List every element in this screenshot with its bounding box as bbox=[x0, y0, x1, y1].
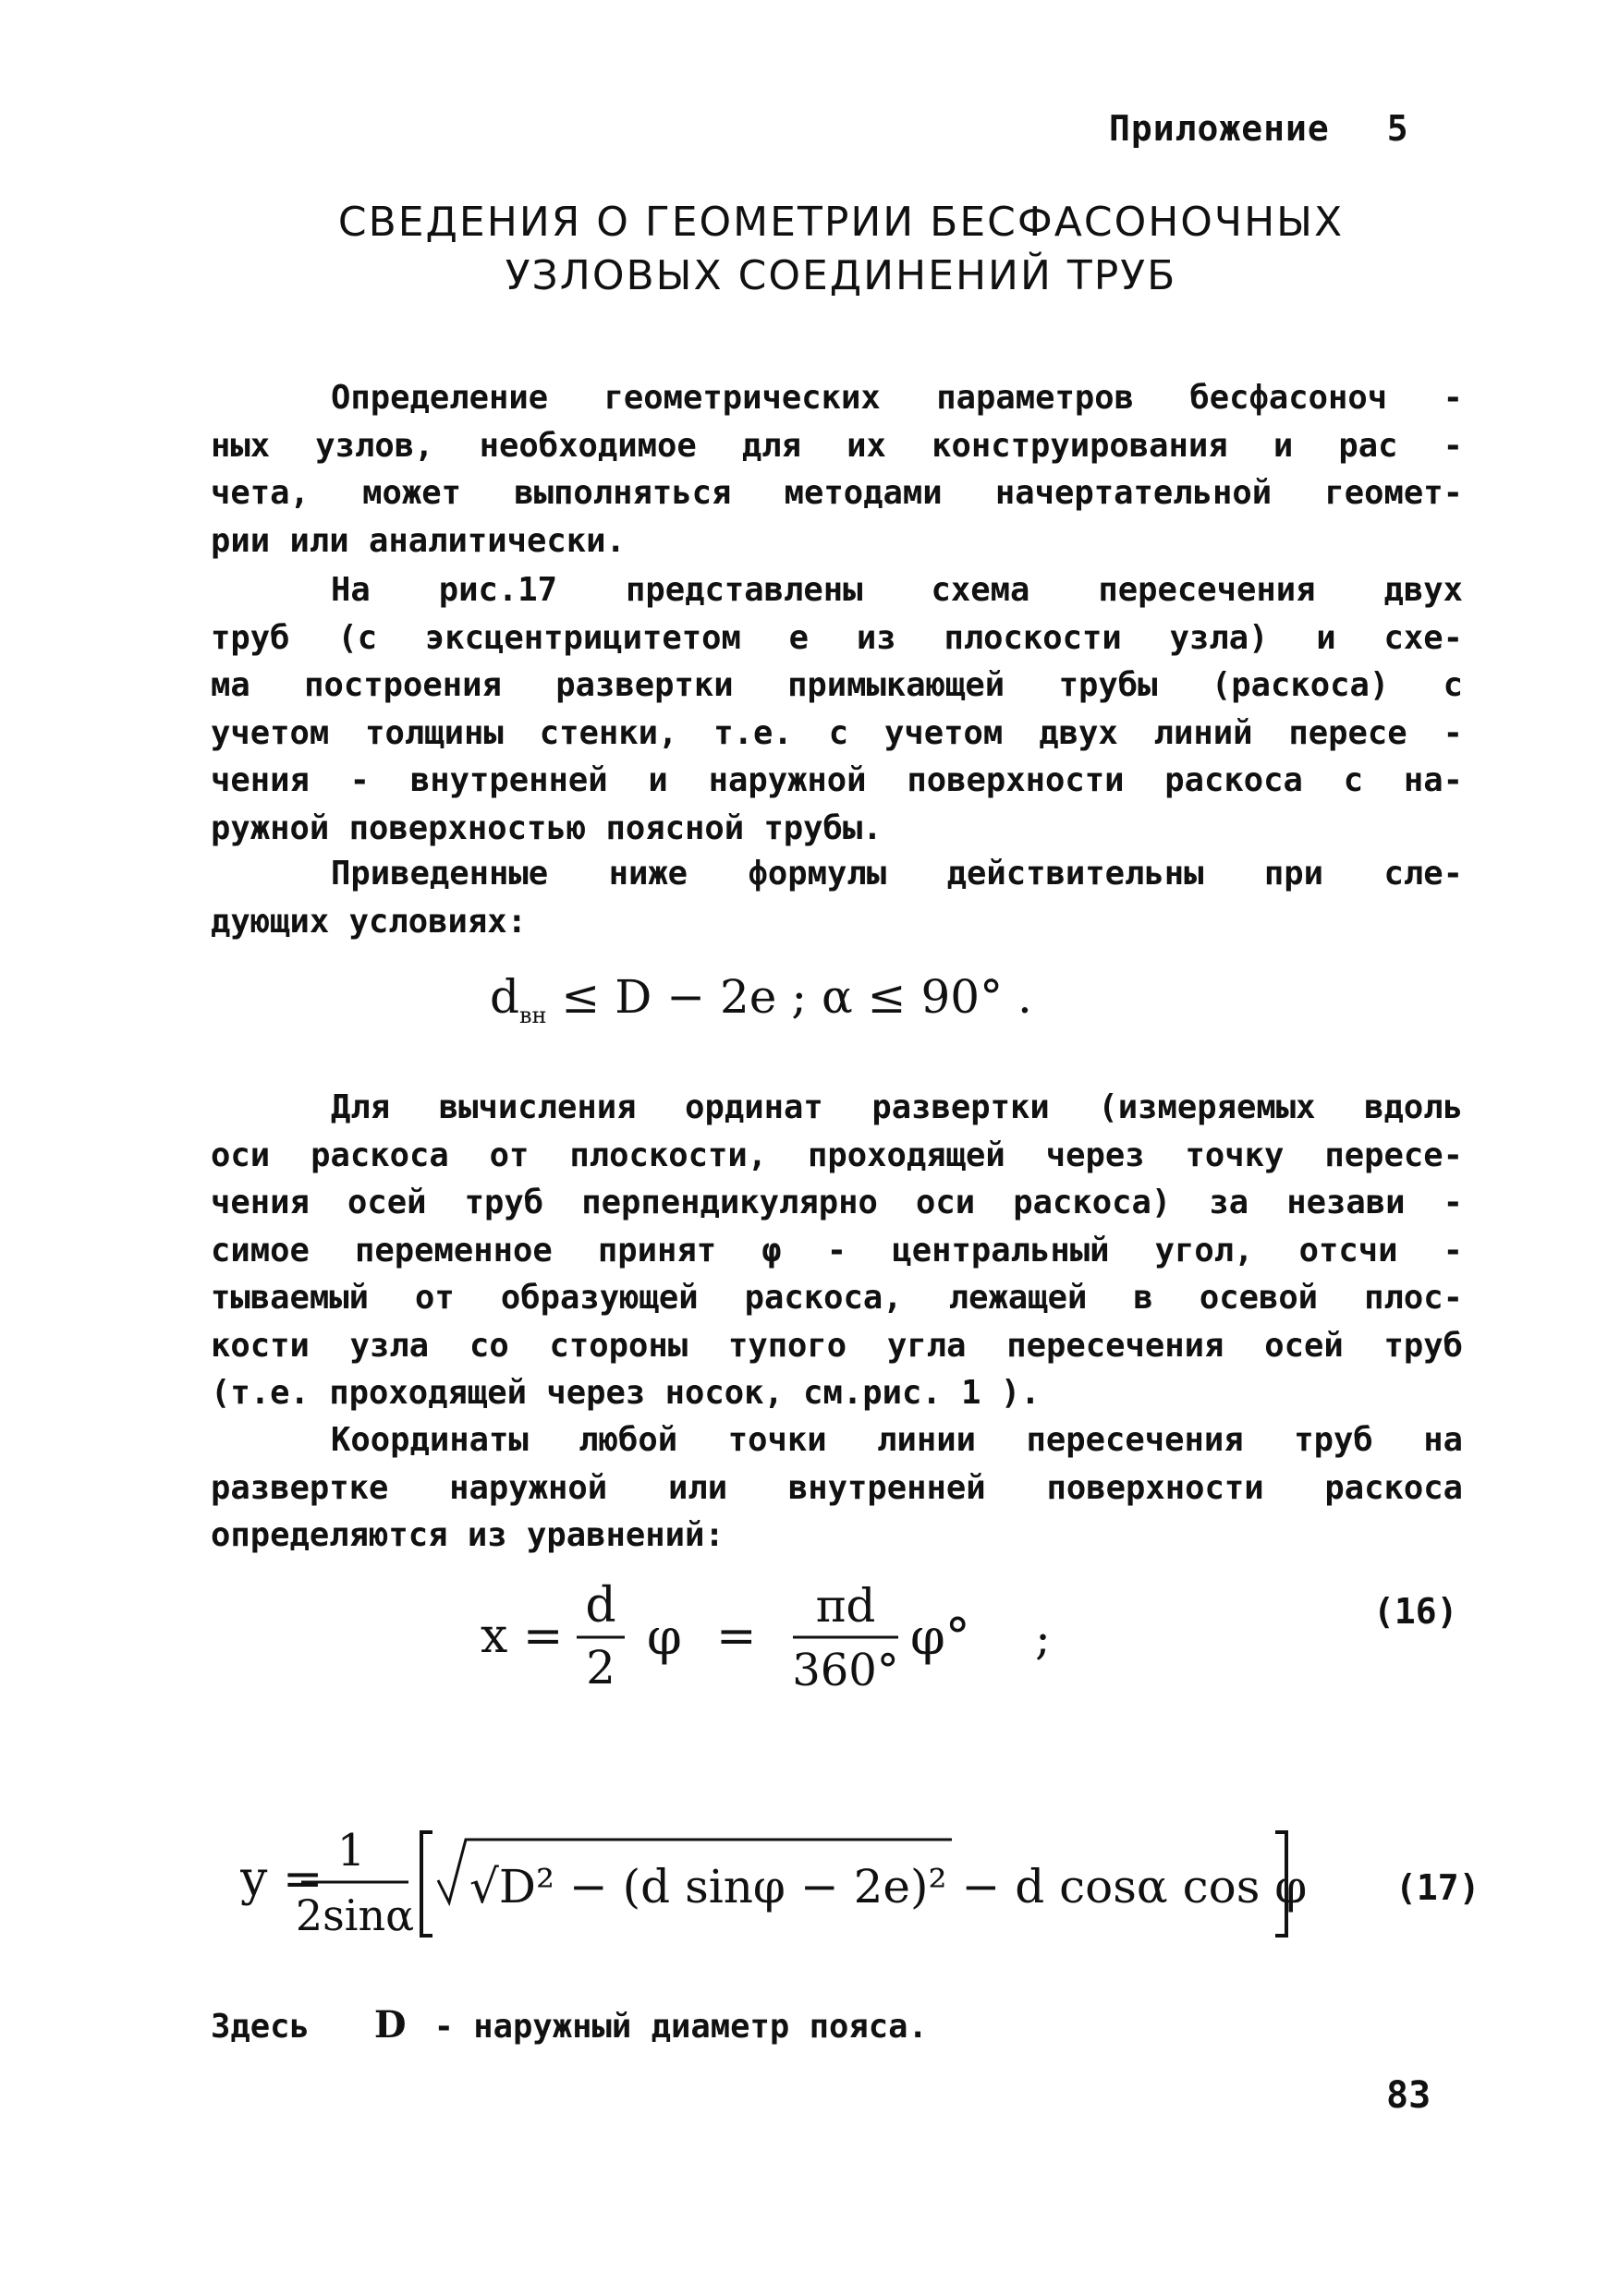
title-line-1: СВЕДЕНИЯ О ГЕОМЕТРИИ БЕСФАСОНОЧНЫХ bbox=[337, 199, 1345, 246]
left-bracket bbox=[421, 1832, 432, 1936]
paragraph-3 bbox=[211, 850, 1463, 945]
formula-17-frac-den: 2sinα bbox=[295, 1890, 415, 1940]
formula-17 bbox=[240, 1806, 1497, 1963]
formula-16-eq: = bbox=[716, 1609, 757, 1664]
definition-line bbox=[211, 2003, 928, 2047]
text-line: Координаты любой точки линии пересечения труб на bbox=[331, 1421, 1463, 1459]
text-line: развертке наружной или внутренней поверхности раскоса bbox=[211, 1468, 1463, 1507]
formula-16-lhs: x = bbox=[481, 1609, 564, 1664]
formula-conditions: $d_{вн} \le D - 2e$ ; α ≤ 90° . bbox=[490, 970, 1032, 1028]
formula-16-end: ; bbox=[1035, 1611, 1051, 1665]
text-line: дующих условиях: bbox=[211, 902, 527, 941]
text-line: Для вычисления ординат развертки (измеряемых вдоль bbox=[331, 1088, 1463, 1126]
formula-17-frac-num: 1 bbox=[336, 1825, 366, 1877]
text-line: чения осей труб перпендикулярно оси раскоса) за незави - bbox=[211, 1184, 1463, 1221]
text-line: чета, может выполняться методами начертательной геомет- bbox=[211, 474, 1463, 512]
appendix-number: 5 bbox=[1386, 108, 1409, 149]
equation-number-17: (17) bbox=[1395, 1867, 1480, 1908]
text-line: Приведенные ниже формулы действительны при сле- bbox=[331, 855, 1463, 893]
text-line: (т.е. проходящей через носок, см.рис. 1 ). bbox=[211, 1374, 1041, 1412]
text-line: тываемый от образующей раскоса, лежащей в осевой плос- bbox=[211, 1279, 1463, 1317]
text-line: учетом толщины стенки, т.е. с учетом двух линий пересе - bbox=[211, 713, 1463, 752]
formula-16-frac2-num: πd bbox=[815, 1579, 876, 1633]
paragraph-2 bbox=[211, 566, 1463, 852]
here-symbol: D bbox=[373, 2003, 407, 2047]
text-line: На рис.17 представлены схема пересечения двух bbox=[331, 571, 1463, 609]
formula-16-phi-deg: φ° bbox=[910, 1608, 970, 1666]
page-number: 83 bbox=[1386, 2074, 1431, 2117]
text-line: труб (с эксцентрицитетом е из плоскости узла) и схе- bbox=[211, 618, 1463, 657]
section-title bbox=[203, 196, 1479, 303]
text-line: определяются из уравнений: bbox=[211, 1516, 725, 1554]
equation-number-16: (16) bbox=[1373, 1591, 1458, 1632]
text-line: чения - внутренней и наружной поверхности раскоса с на- bbox=[211, 761, 1463, 799]
text-line: кости узла со стороны тупого угла пересечения осей труб bbox=[211, 1326, 1463, 1365]
formula-16-phi: φ bbox=[647, 1608, 682, 1666]
appendix-label: Приложение bbox=[1109, 108, 1330, 149]
appendix-header bbox=[1109, 108, 1409, 149]
formula-16 bbox=[481, 1571, 1479, 1709]
text-line: рии или аналитически. bbox=[211, 521, 626, 560]
formula-16-graphic bbox=[481, 1571, 1479, 1709]
text-line: Определение геометрических параметров бесфасоноч - bbox=[331, 379, 1463, 417]
text-line: ных узлов, необходимое для их конструирования и рас - bbox=[211, 426, 1463, 465]
formula-17-graphic bbox=[240, 1806, 1497, 1963]
paragraph-4 bbox=[211, 1084, 1463, 1417]
paragraph-1 bbox=[211, 374, 1463, 565]
text-line: ружной поверхностью поясной трубы. bbox=[211, 808, 883, 847]
here-word: Здесь bbox=[211, 2008, 310, 2046]
text-line: симое переменное принят φ - центральный угол, отсчи - bbox=[211, 1231, 1463, 1269]
text-line: ма построения развертки примыкающей трубы (раскоса) с bbox=[211, 666, 1463, 704]
title-line-2: УЗЛОВЫХ СОЕДИНЕНИЙ ТРУБ bbox=[505, 252, 1177, 299]
paragraph-5 bbox=[211, 1416, 1463, 1560]
text-line: оси раскоса от плоскости, проходящей через точку пересе- bbox=[211, 1136, 1463, 1174]
formula-16-frac2-den: 360° bbox=[792, 1645, 899, 1696]
here-text: - наружный диаметр пояса. bbox=[433, 2008, 928, 2046]
formula-16-frac1-den: 2 bbox=[586, 1641, 615, 1695]
formula-17-body: √D² − (d sinφ − 2e)² − d cosα cos φ bbox=[469, 1860, 1308, 1913]
formula-17-lhs: y = bbox=[240, 1852, 323, 1907]
formula-16-frac1-num: d bbox=[585, 1578, 616, 1634]
